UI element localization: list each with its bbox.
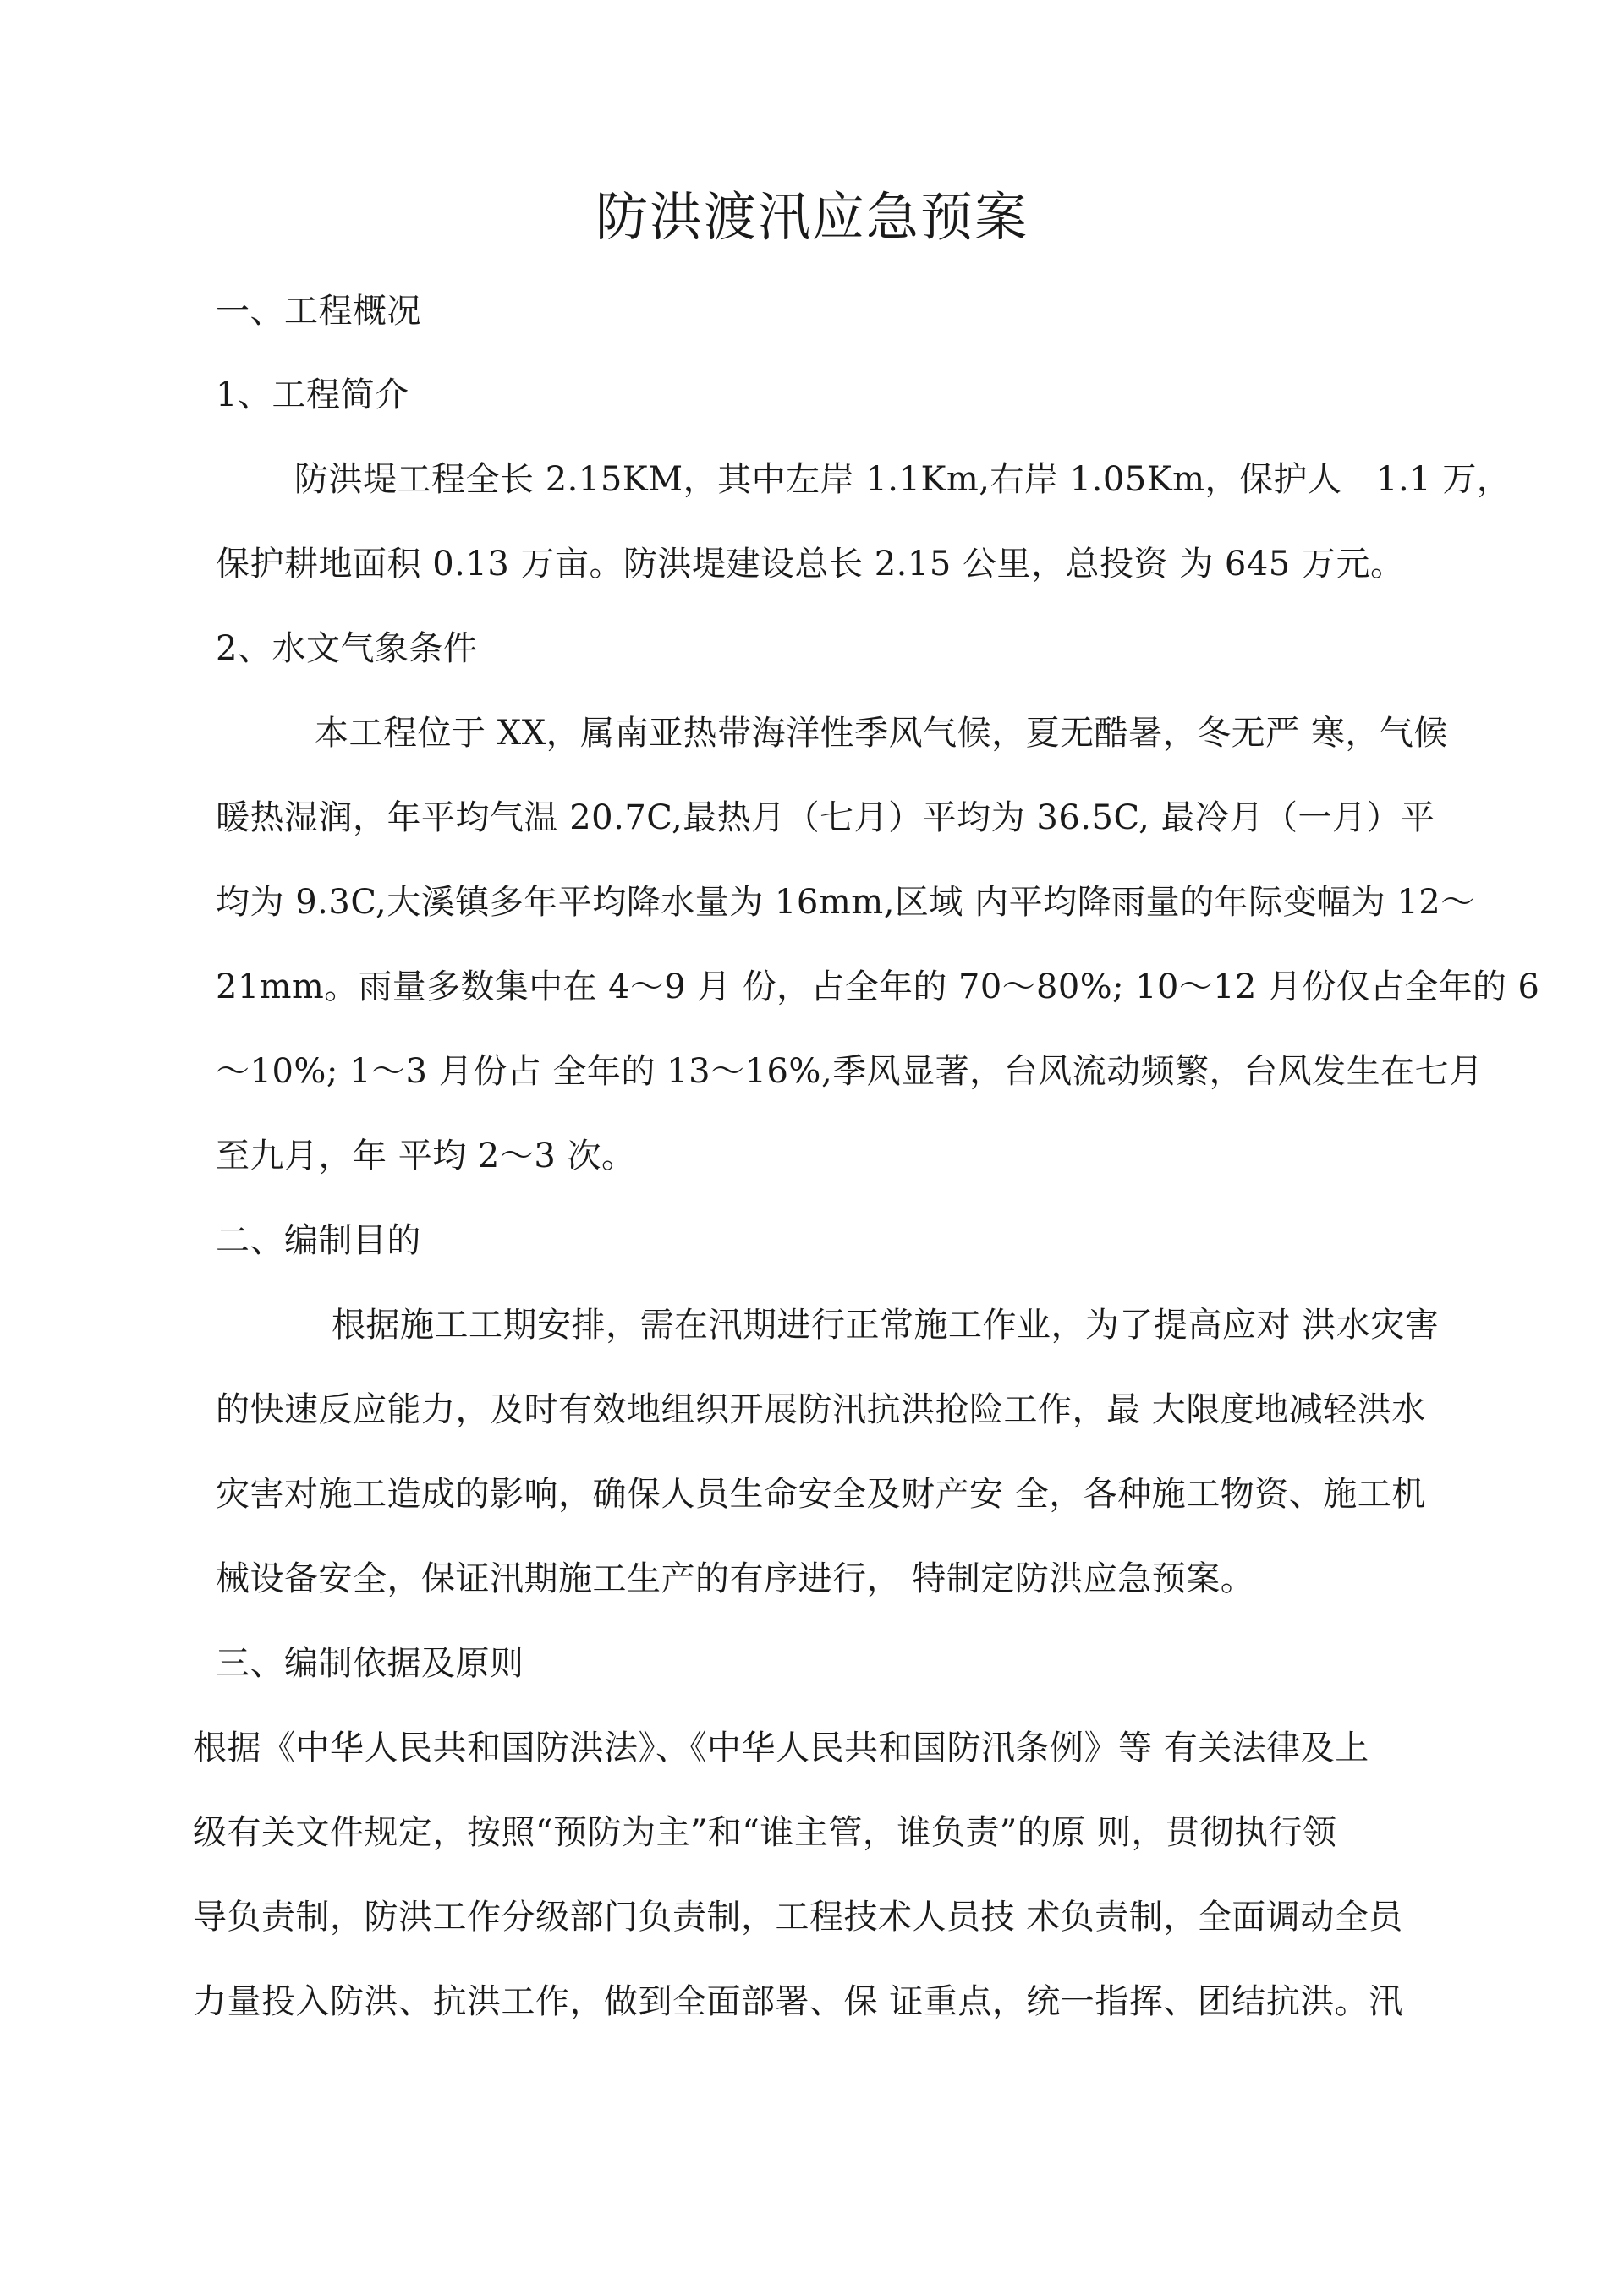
paragraph-line: 防洪堤工程全长 2.15KM，其中左岸 1.1Km,右岸 1.05Km，保护人 1.1 万，: [294, 460, 1512, 499]
paragraph-line: 级有关文件规定，按照“预防为主”和“谁主管，谁负责”的原 则，贯彻执行领: [193, 1813, 1337, 1852]
section-heading-basis: 三、编制依据及原则: [216, 1644, 524, 1683]
paragraph-line: 本工程位于 XX，属南亚热带海洋性季风气候，夏无酷暑，冬无严 寒，气候: [315, 714, 1448, 753]
paragraph-line: 根据施工工期安排，需在汛期进行正常施工作业，为了提高应对 洪水灾害: [332, 1306, 1440, 1345]
paragraph-line: 暖热湿润，年平均气温 20.7C,最热月（七月）平均为 36.5C, 最冷月（一月）平: [216, 798, 1435, 837]
paragraph-line: 均为 9.3C,大溪镇多年平均降水量为 16mm,区域 内平均降雨量的年际变幅为 12〜: [216, 883, 1475, 922]
subsection-heading-hydrology: 2、水文气象条件: [216, 629, 478, 668]
subsection-heading-intro: 1、工程简介: [216, 375, 409, 414]
paragraph-line: 的快速反应能力，及时有效地组织开展防汛抗洪抢险工作，最 大限度地减轻洪水: [216, 1390, 1426, 1429]
paragraph-line: 根据《中华人民共和国防洪法》、《中华人民共和国防汛条例》等 有关法律及上: [193, 1729, 1369, 1767]
paragraph-line: 至九月，年 平均 2〜3 次。: [216, 1137, 636, 1175]
paragraph-line: 保护耕地面积 0.13 万亩。防洪堤建设总长 2.15 公里，总投资 为 645 万元。: [216, 545, 1405, 584]
paragraph-line: 灾害对施工造成的影响，确保人员生命安全及财产安 全，各种施工物资、施工机: [216, 1475, 1426, 1514]
paragraph-line: 力量投入防洪、抗洪工作，做到全面部署、保 证重点，统一指挥、团结抗洪。汛: [193, 1982, 1403, 2021]
section-heading-purpose: 二、编制目的: [216, 1221, 421, 1260]
section-heading-overview: 一、工程概况: [216, 292, 421, 331]
paragraph-line: 导负责制，防洪工作分级部门负责制，工程技术人员技 术负责制，全面调动全员: [193, 1898, 1403, 1937]
paragraph-line: 〜10%; 1〜3 月份占 全年的 13〜16%,季风显著，台风流动频繁，台风发生在七月: [216, 1052, 1484, 1091]
paragraph-line: 21mm。雨量多数集中在 4〜9 月 份，占全年的 70〜80%; 10〜12 月份仅占全年的 6: [216, 967, 1540, 1006]
paragraph-line: 械设备安全，保证汛期施工生产的有序进行， 特制定防洪应急预案。: [216, 1559, 1255, 1598]
document-title: 防洪渡汛应急预案: [595, 186, 1029, 248]
